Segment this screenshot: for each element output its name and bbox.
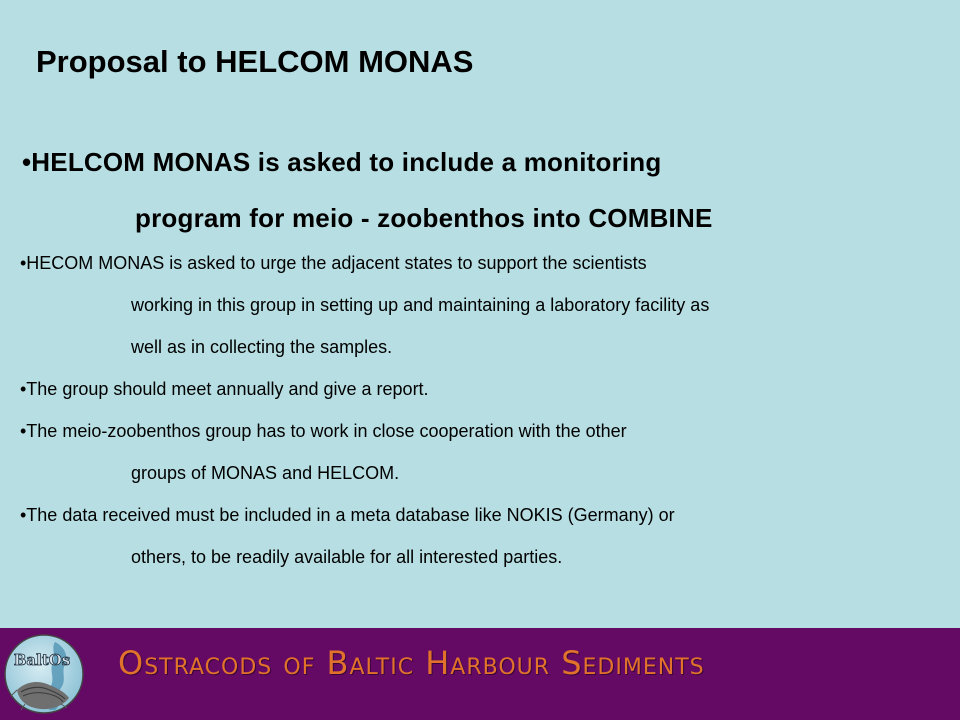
sub-bullet-line: others, to be readily available for all interested parties.: [131, 547, 563, 567]
sub-bullet-line: well as in collecting the samples.: [131, 337, 393, 357]
main-bullet-line-1: •HELCOM MONAS is asked to include a monitoring: [22, 147, 662, 177]
slide-title: Proposal to HELCOM MONAS: [36, 44, 474, 79]
sub-bullet-line: groups of MONAS and HELCOM.: [131, 463, 400, 483]
footer-title: Ostracods of Baltic Harbour Sediments: [118, 644, 705, 682]
main-bullet-line-2: program for meio - zoobenthos into COMBINE: [135, 203, 713, 233]
sub-bullet-cooperation: [20, 410, 940, 494]
sub-bullet-meta-database: [20, 494, 940, 578]
sub-bullet-line: •The meio-zoobenthos group has to work in close cooperation with the other: [20, 421, 627, 441]
sub-bullet-annual-report: [20, 368, 940, 410]
baltos-logo: [3, 632, 85, 716]
sub-bullet-line: •The data received must be included in a meta database like NOKIS (Germany) or: [20, 505, 675, 525]
sub-bullet-adjacent-states: [20, 242, 940, 368]
sub-bullet-line: •The group should meet annually and give a report.: [20, 379, 429, 399]
sub-bullet-list: [20, 242, 940, 578]
footer-banner: [0, 628, 960, 720]
logo-text: BaltOs: [13, 651, 71, 669]
sub-bullet-line: working in this group in setting up and maintaining a laboratory facility as: [131, 295, 710, 315]
sub-bullet-line: •HECOM MONAS is asked to urge the adjacent states to support the scientists: [20, 253, 647, 273]
main-bullet: [22, 134, 922, 246]
